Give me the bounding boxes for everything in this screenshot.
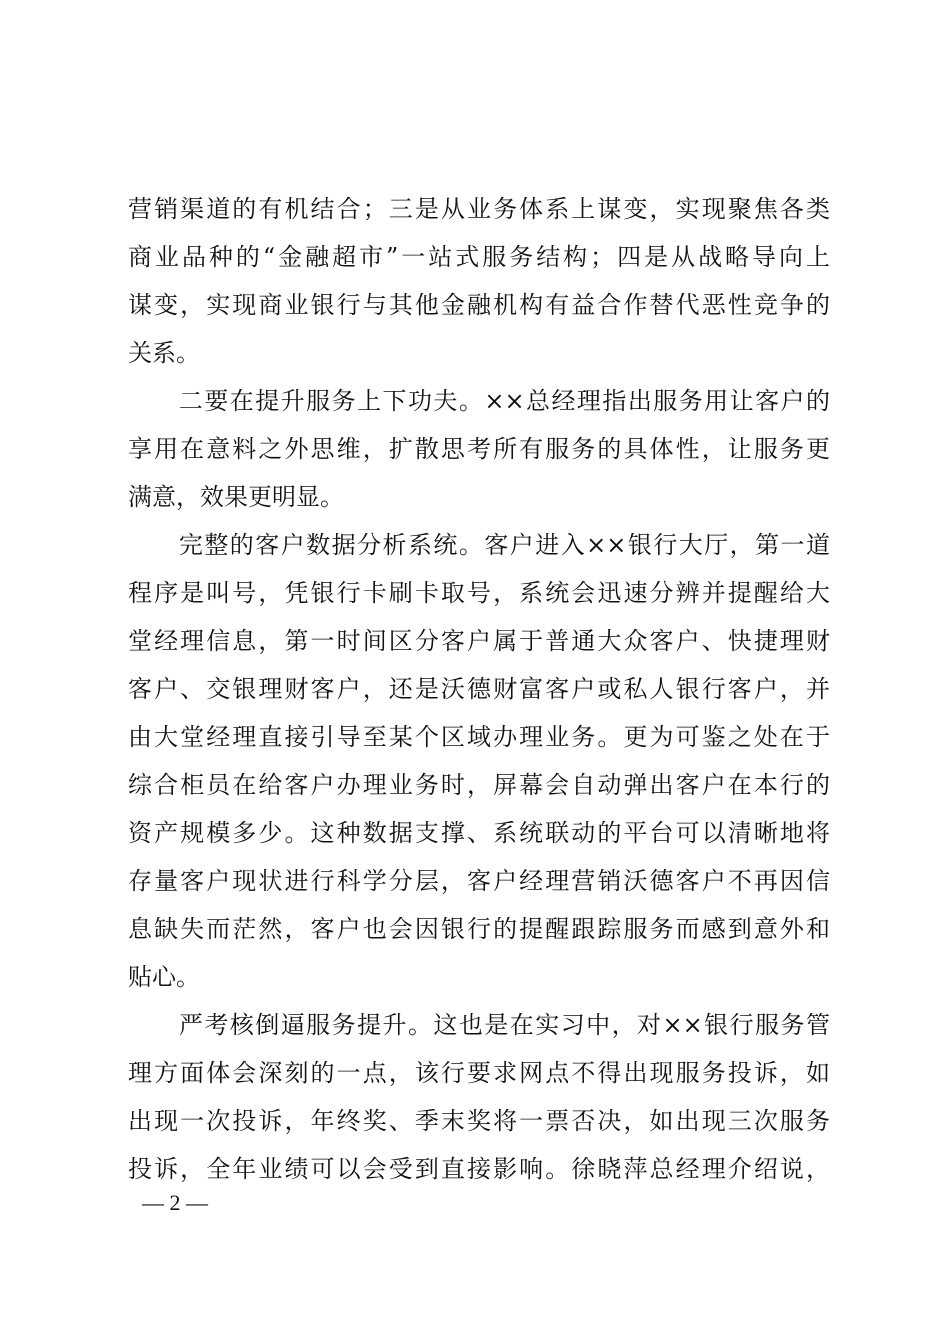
- text-line: 出现一次投诉，年终奖、季末奖将一票否决，如出现三次服务: [128, 1107, 830, 1135]
- text-line: 堂经理信息，第一时间区分客户属于普通大众客户、快捷理财: [128, 627, 830, 655]
- text-line: 严考核倒逼服务提升。这也是在实习中，对××银行服务管: [128, 1011, 830, 1039]
- text-line: 营销渠道的有机结合；三是从业务体系上谋变，实现聚焦各类: [128, 195, 830, 223]
- text-line: 息缺失而茫然，客户也会因银行的提醒跟踪服务而感到意外和: [128, 915, 830, 943]
- text-line: 二要在提升服务上下功夫。××总经理指出服务用让客户的: [128, 387, 830, 415]
- body-text: [128, 185, 830, 1193]
- text-line: 享用在意料之外思维，扩散思考所有服务的具体性，让服务更: [128, 435, 830, 463]
- text-line: 资产规模多少。这种数据支撑、系统联动的平台可以清晰地将: [128, 819, 830, 847]
- text-line: 理方面体会深刻的一点，该行要求网点不得出现服务投诉，如: [128, 1059, 830, 1087]
- text-line: 投诉，全年业绩可以会受到直接影响。徐晓萍总经理介绍说，: [128, 1155, 830, 1183]
- text-line: 程序是叫号，凭银行卡刷卡取号，系统会迅速分辨并提醒给大: [128, 579, 830, 607]
- text-line: 关系。: [128, 339, 200, 367]
- text-line: 谋变，实现商业银行与其他金融机构有益合作替代恶性竞争的: [128, 291, 830, 319]
- text-line: 综合柜员在给客户办理业务时，屏幕会自动弹出客户在本行的: [128, 771, 830, 799]
- page-number: — 2 —: [142, 1190, 208, 1215]
- text-line: 客户、交银理财客户，还是沃德财富客户或私人银行客户，并: [128, 675, 830, 703]
- text-line: 贴心。: [128, 963, 200, 991]
- text-line: 完整的客户数据分析系统。客户进入××银行大厅，第一道: [128, 531, 830, 559]
- text-line: 存量客户现状进行科学分层，客户经理营销沃德客户不再因信: [128, 867, 830, 895]
- text-line: 由大堂经理直接引导至某个区域办理业务。更为可鉴之处在于: [128, 723, 830, 751]
- text-line: 满意，效果更明显。: [128, 483, 344, 511]
- text-line: 商业品种的“金融超市”一站式服务结构；四是从战略导向上: [128, 243, 830, 271]
